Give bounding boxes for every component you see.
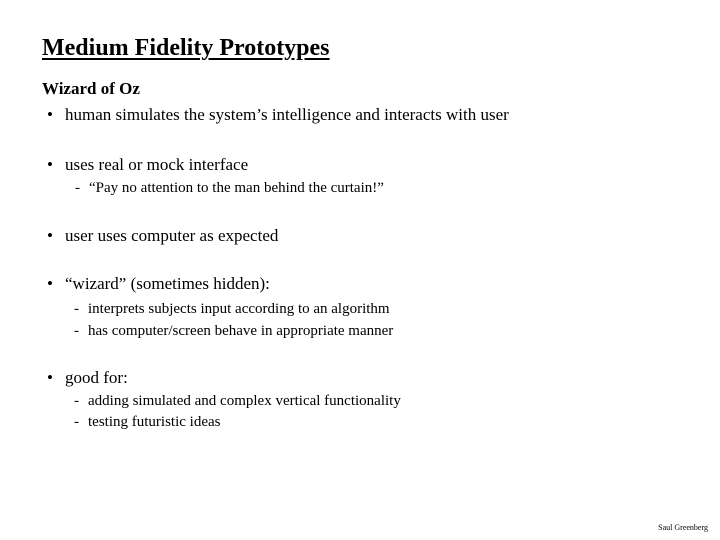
bullet-text: “wizard” (sometimes hidden): bbox=[65, 274, 270, 293]
bullet-text: human simulates the system’s intelligence and interacts with user bbox=[65, 105, 509, 124]
bullet-item bbox=[47, 226, 278, 246]
dash-glyph: - bbox=[74, 414, 79, 430]
dash-glyph: - bbox=[74, 323, 79, 339]
sub-item bbox=[74, 413, 220, 431]
bullet-text: user uses computer as expected bbox=[65, 226, 279, 245]
bullet-text: good for: bbox=[65, 368, 128, 387]
dash-glyph: - bbox=[74, 393, 79, 409]
bullet-glyph: • bbox=[47, 368, 53, 387]
bullet-item bbox=[47, 105, 509, 125]
sub-text: interprets subjects input according to an algorithm bbox=[88, 301, 390, 317]
bullet-item bbox=[47, 274, 270, 294]
sub-text: “Pay no attention to the man behind the curtain!” bbox=[89, 180, 384, 196]
bullet-item bbox=[47, 368, 128, 388]
bullet-glyph: • bbox=[47, 226, 53, 245]
sub-text: adding simulated and complex vertical functionality bbox=[88, 393, 401, 409]
sub-item bbox=[74, 322, 393, 340]
section-heading: Wizard of Oz bbox=[42, 79, 140, 98]
sub-text: testing futuristic ideas bbox=[88, 414, 221, 430]
footer-author: Saul Greenberg bbox=[658, 523, 708, 532]
bullet-text: uses real or mock interface bbox=[65, 155, 249, 174]
sub-item bbox=[74, 300, 390, 318]
sub-item bbox=[75, 179, 384, 197]
dash-glyph: - bbox=[74, 301, 79, 317]
bullet-item bbox=[47, 155, 248, 175]
bullet-glyph: • bbox=[47, 155, 53, 174]
dash-glyph: - bbox=[75, 180, 80, 196]
slide-title: Medium Fidelity Prototypes bbox=[42, 35, 330, 61]
sub-text: has computer/screen behave in appropriate manner bbox=[88, 323, 394, 339]
bullet-glyph: • bbox=[47, 274, 53, 293]
bullet-glyph: • bbox=[47, 105, 53, 124]
sub-item bbox=[74, 392, 401, 410]
